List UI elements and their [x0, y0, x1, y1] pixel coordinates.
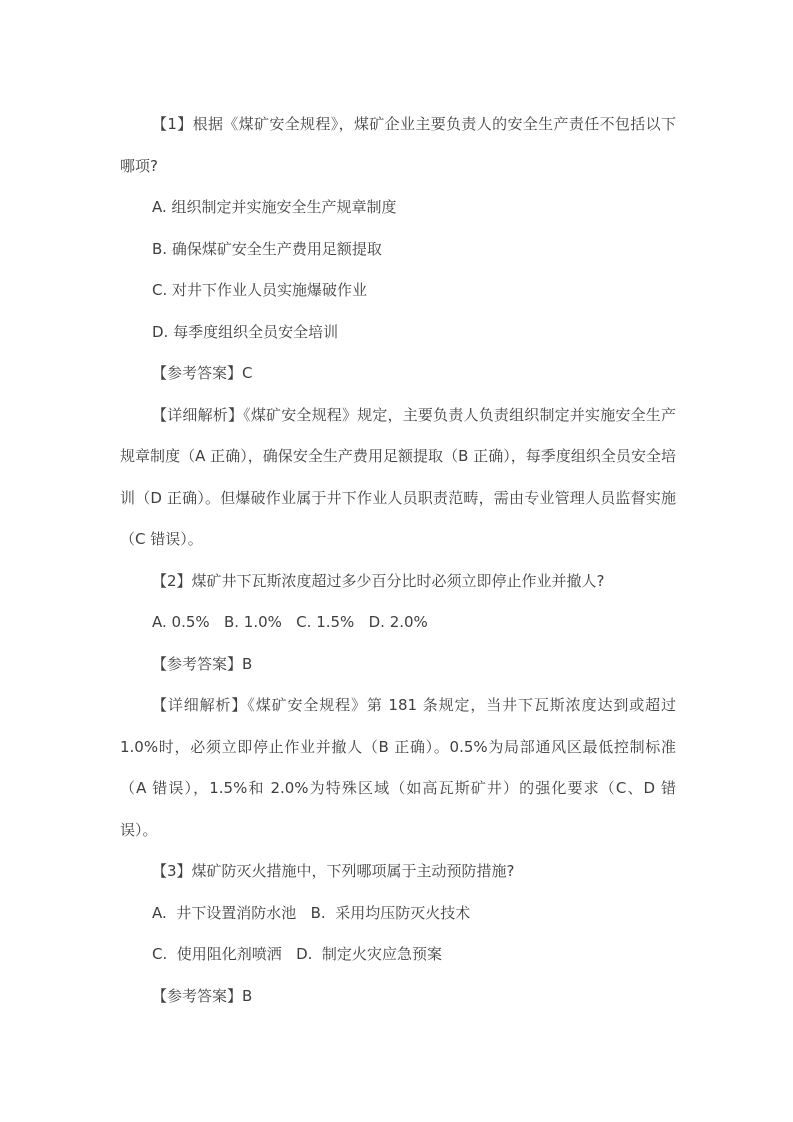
question-1-analysis: 【详细解析】《煤矿安全规程》规定，主要负责人负责组织制定并实施安全生产规章制度（A 正确），确保安全生产费用足额提取（B 正确），每季度组织全员安全培训（D 正确）。但爆破作业属于井下作业人员职责范畴，需由专业管理人员监督实施（C 错误）。 [120, 405, 676, 548]
question-3-stem: 【3】煤矿防灭火措施中，下列哪项属于主动预防措施? [152, 862, 515, 880]
question-2-stem: 【2】煤矿井下瓦斯浓度超过多少百分比时必须立即停止作业并撤人? [152, 571, 605, 590]
question-2-answer: 【参考答案】B [152, 654, 253, 673]
question-1-option-c: C. 对井下作业人员实施爆破作业 [152, 281, 368, 299]
question-1-option-d: D. 每季度组织全员安全培训 [152, 322, 339, 341]
question-3-options-line-2: C. 使用阻化剂喷洒 D. 制定火灾应急预案 [152, 945, 442, 963]
question-2-options: A. 0.5% B. 1.0% C. 1.5% D. 2.0% [152, 613, 428, 631]
question-1-stem: 【1】根据《煤矿安全规程》，煤矿企业主要负责人的安全生产责任不包括以下哪项? [120, 115, 676, 175]
question-3-answer: 【参考答案】B [152, 986, 253, 1005]
document-page [120, 104, 676, 1017]
question-3-options-line-1: A. 井下设置消防水池 B. 采用均压防灭火技术 [152, 903, 471, 922]
question-1-option-b: B. 确保煤矿安全生产费用足额提取 [152, 239, 382, 258]
question-1-answer: 【参考答案】C [152, 364, 253, 382]
question-1-option-a: A. 组织制定并实施安全生产规章制度 [152, 198, 397, 216]
question-2-analysis: 【详细解析】《煤矿安全规程》第 181 条规定，当井下瓦斯浓度达到或超过 1.0%时，必须立即停止作业并撤人（B 正确）。0.5%为局部通风区最低控制标准（A 错误），1.5%和 2.0%为特殊区域（如高瓦斯矿井）的强化要求（C、D 错误）。 [120, 696, 676, 839]
